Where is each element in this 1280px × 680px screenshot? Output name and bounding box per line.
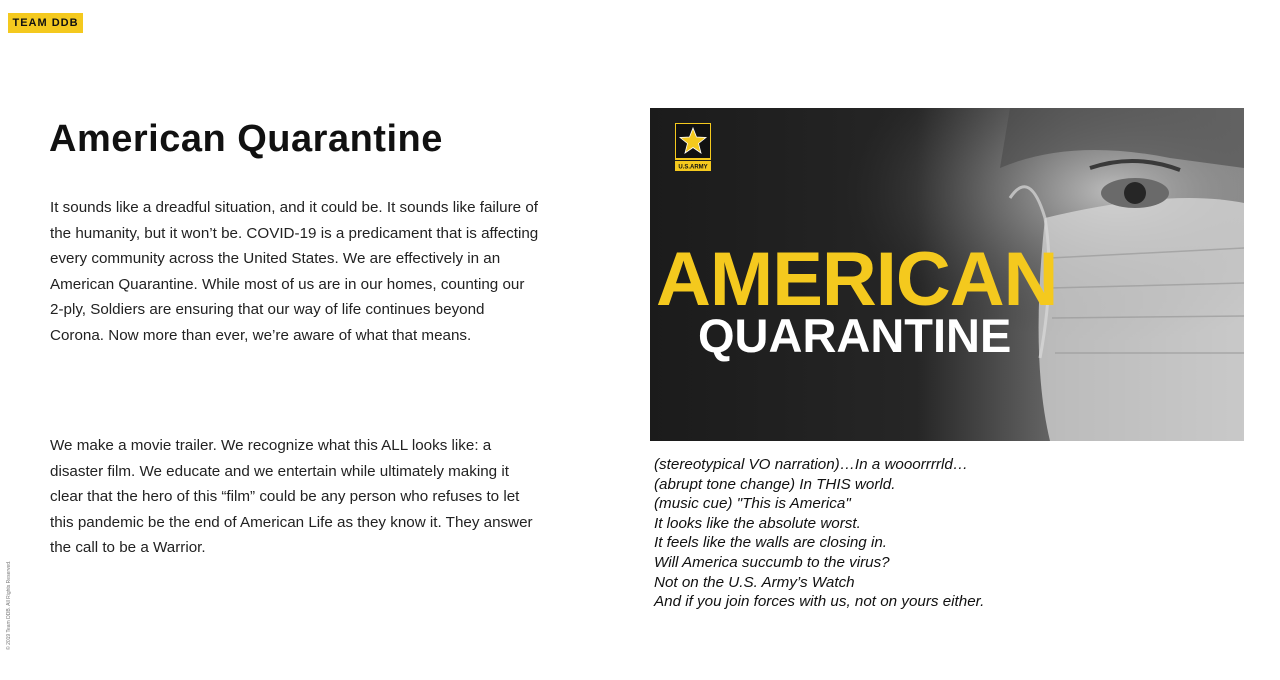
script-line: (music cue) "This is America" [654, 495, 851, 513]
intro-paragraph: It sounds like a dreadful situation, and it could be. It sounds like failure of the humanity, but it won’t be. COVID-19 is a predicament that is affecting every community across the United States. We are effectively in an American Quarantine. While most of us are in our homes, counting our 2-ply, Soldiers are ensuring that our way of life continues beyond Corona. Now more than ever, we’re aware of what that means. [50, 199, 539, 344]
brand-badge: TEAM DDB [8, 13, 83, 33]
trailer-script [654, 455, 1054, 612]
script-line: Not on the U.S. Army’s Watch [654, 573, 855, 591]
hero-image [650, 108, 1244, 441]
script-line: It feels like the walls are closing in. [654, 534, 887, 552]
hero-headline: AMERICAN [656, 237, 1058, 322]
copyright-notice: © 2019 Team DDB. All Rights Reserved. [6, 560, 12, 650]
script-line: (abrupt tone change) In THIS world. [654, 475, 896, 493]
script-line: It looks like the absolute worst. [654, 514, 861, 532]
army-star-logo-icon [675, 123, 711, 171]
hero-subheadline: QUARANTINE [698, 309, 1012, 362]
script-line: And if you join forces with us, not on yours either. [654, 593, 985, 611]
concept-paragraph: We make a movie trailer. We recognize what this ALL looks like: a disaster film. We educate and we entertain while ultimately making it clear that the hero of this “film” could be any person who refuses to let this pandemic be the end of American Life as they know it. They answer the call to be a Warrior. [50, 437, 533, 556]
army-logo-text: U.S.ARMY [678, 164, 708, 171]
script-line: (stereotypical VO narration)…In a wooorrrrld… [654, 456, 968, 473]
script-line: Will America succumb to the virus? [654, 553, 890, 571]
page-title: American Quarantine [49, 118, 443, 160]
